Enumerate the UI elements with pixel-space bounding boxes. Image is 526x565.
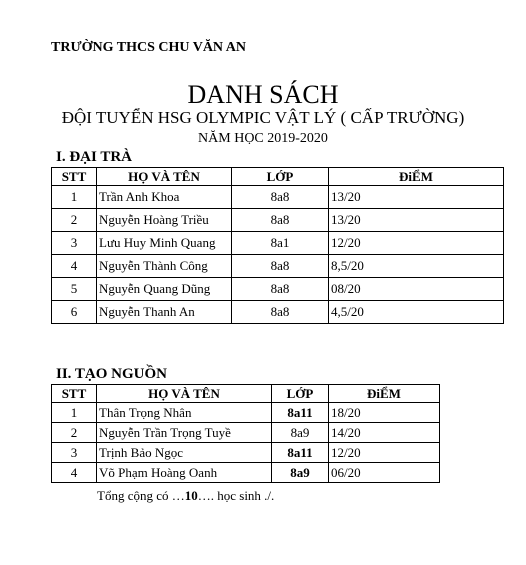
total-count: 10 [184,488,198,503]
school-year: NĂM HỌC 2019-2020 [198,131,328,146]
section-title-tao-nguon: II. TẠO NGUỒN [56,366,167,382]
cell-stt: 2 [52,423,97,443]
header-name: HỌ VÀ TÊN [97,168,232,186]
table-tao-nguon [51,384,440,483]
document-title: DANH SÁCH [187,80,339,109]
cell-class: 8a8 [232,255,329,278]
cell-stt: 2 [52,209,97,232]
table-header-row [52,168,504,186]
cell-score: 13/20 [329,209,504,232]
cell-name: Lưu Huy Minh Quang [97,232,232,255]
table-row [52,463,440,483]
school-name: TRƯỜNG THCS CHU VĂN AN [51,40,246,55]
cell-class: 8a8 [232,301,329,324]
table-row [52,423,440,443]
cell-score: 12/20 [329,232,504,255]
header-name: HỌ VÀ TÊN [97,385,272,403]
table-row [52,186,504,209]
cell-score: 8,5/20 [329,255,504,278]
cell-class: 8a1 [232,232,329,255]
cell-name: Nguyễn Thành Công [97,255,232,278]
cell-class: 8a11 [272,443,329,463]
cell-score: 12/20 [329,443,440,463]
cell-class: 8a9 [272,423,329,443]
section-title-dai-tra: I. ĐẠI TRÀ [56,149,132,165]
cell-score: 08/20 [329,278,504,301]
table-dai-tra [51,167,504,324]
cell-name: Trần Anh Khoa [97,186,232,209]
cell-name: Nguyễn Thanh An [97,301,232,324]
cell-stt: 6 [52,301,97,324]
document-subtitle: ĐỘI TUYỂN HSG OLYMPIC VẬT LÝ ( CẤP TRƯỜNG) [61,108,465,127]
cell-score: 13/20 [329,186,504,209]
cell-name: Trịnh Bảo Ngọc [97,443,272,463]
cell-stt: 1 [52,403,97,423]
cell-class: 8a9 [272,463,329,483]
cell-stt: 3 [52,443,97,463]
header-class: LỚP [232,168,329,186]
cell-name: Thân Trọng Nhân [97,403,272,423]
table-row [52,278,504,301]
cell-stt: 1 [52,186,97,209]
cell-name: Nguyễn Quang Dũng [97,278,232,301]
cell-class: 8a8 [232,278,329,301]
cell-class: 8a11 [272,403,329,423]
cell-stt: 5 [52,278,97,301]
header-score: ĐiỂM [329,385,440,403]
table-row [52,232,504,255]
cell-score: 4,5/20 [329,301,504,324]
cell-class: 8a8 [232,186,329,209]
total-suffix: …. học sinh ./. [197,488,275,503]
header-class: LỚP [272,385,329,403]
cell-stt: 4 [52,255,97,278]
cell-stt: 3 [52,232,97,255]
cell-stt: 4 [52,463,97,483]
header-score: ĐiỂM [329,168,504,186]
table-row [52,301,504,324]
header-stt: STT [52,168,97,186]
cell-name: Nguyễn Trần Trọng Tuyề [97,423,272,443]
total-prefix: Tổng cộng có … [97,488,185,503]
header-stt: STT [52,385,97,403]
table-row [52,209,504,232]
cell-score: 18/20 [329,403,440,423]
cell-name: Võ Phạm Hoàng Oanh [97,463,272,483]
table-row [52,255,504,278]
table-row [52,443,440,463]
total-summary [97,488,274,504]
cell-score: 14/20 [329,423,440,443]
cell-name: Nguyễn Hoàng Triều [97,209,232,232]
table-header-row [52,385,440,403]
cell-class: 8a8 [232,209,329,232]
cell-score: 06/20 [329,463,440,483]
table-row [52,403,440,423]
